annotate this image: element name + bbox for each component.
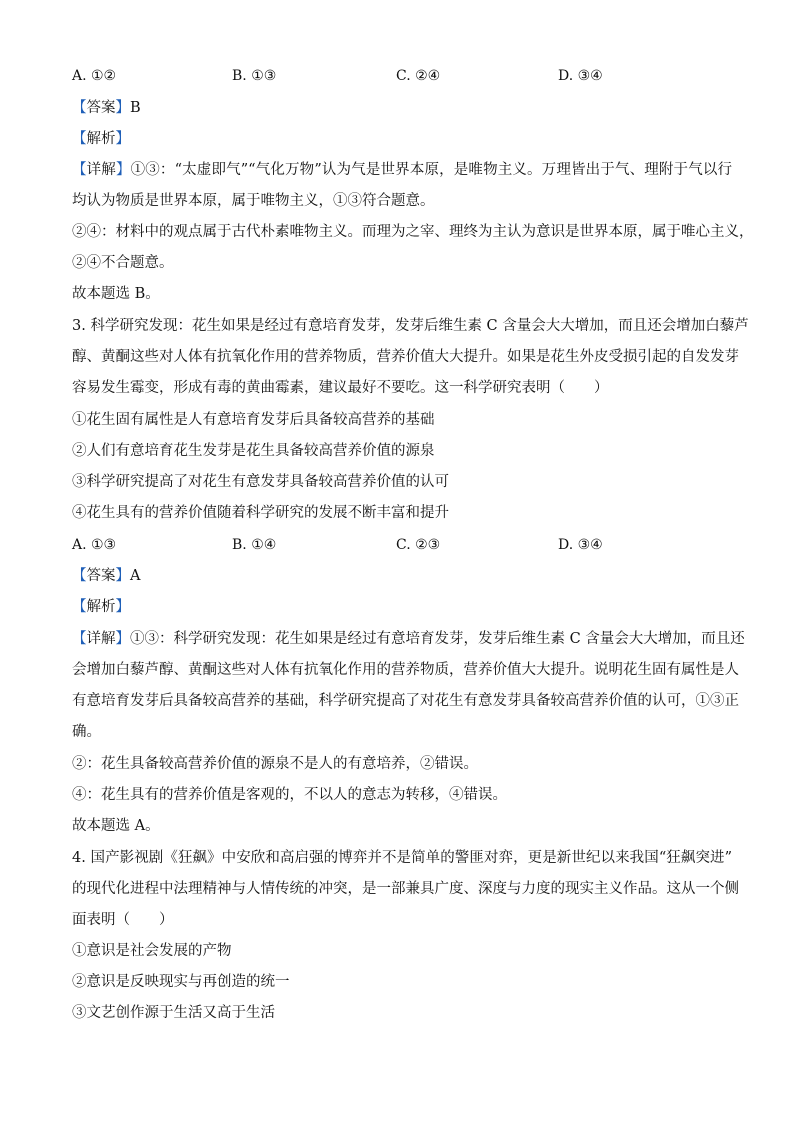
q4-statement: ③文艺创作源于生活又高于生活 [72,1005,275,1021]
q3-detail-line: ②：花生具备较高营养价值的源泉不是人的有意培养，②错误。 [72,756,478,772]
q4-stem-line: 面表明（ ） [72,912,174,928]
q3-detail-line: 会增加白藜芦醇、黄酮这些对人体有抗氧化作用的营养物质，营养价值大大提升。说明花生固有属性是人 [72,662,739,678]
q4-statement: ②意识是反映现实与再创造的统一 [72,974,290,990]
q3-answer: 【答案】A [72,568,141,584]
q2-analysis-heading: 【解析】 [72,131,130,147]
answer-label: 答案 [86,568,116,584]
answer-value: A [130,568,141,584]
q3-detail-line: 确。 [72,724,101,740]
q2-detail-line: 均认为物质是世界本原，属于唯物主义，①③符合题意。 [72,193,435,209]
detail-label: 详解 [86,631,116,647]
q3-option-d: D. ③④ [558,537,603,553]
q3-option-c: C. ②③ [396,537,441,553]
q3-detail-line: 有意培育发芽后具备较高营养的基础，科学研究提高了对花生有意发芽具备较高营养价值的认可，①③正 [72,693,739,709]
q2-conclusion: 故本题选 B。 [72,286,160,302]
q3-options [72,535,732,555]
q3-detail-line: ④：花生具有的营养价值是客观的，不以人的意志为转移，④错误。 [72,787,507,803]
q3-option-a: A. ①③ [72,537,117,553]
q3-analysis-heading: 【解析】 [72,599,130,615]
q3-stem-line: 3. 科学研究发现：花生如果是经过有意培育发芽，发芽后维生素 C 含量会大大增加，而且还会增加白藜芦 [72,318,749,334]
q3-statement: ④花生具有的营养价值随着科学研究的发展不断丰富和提升 [72,505,449,521]
q3-option-b: B. ①④ [232,537,277,553]
q2-detail-line: ②④不合题意。 [72,255,174,271]
analysis-label: 解析 [86,131,116,147]
q3-statement: ①花生固有属性是人有意培育发芽后具备较高营养的基础 [72,412,435,428]
q2-detail-line: ②④：材料中的观点属于古代朴素唯物主义。而理为之宰、理终为主认为意识是世界本原，属于唯心主义， [72,224,754,240]
q3-stem-line: 容易发生霉变，形成有毒的黄曲霉素，建议最好不要吃。这一科学研究表明（ ） [72,380,609,396]
q2-option-c: C. ②④ [396,68,441,84]
detail-label: 详解 [86,162,116,178]
q2-option-d: D. ③④ [558,68,603,84]
q2-answer: 【答案】B [72,100,141,116]
q3-stem-line: 醇、黄酮这些对人体有抗氧化作用的营养物质，营养价值大大提升。如果是花生外皮受损引起的自发发芽 [72,349,739,365]
q3-conclusion: 故本题选 A。 [72,818,160,834]
analysis-label: 解析 [86,599,116,615]
q4-stem-line: 4. 国产影视剧《狂飙》中安欣和高启强的博弈并不是简单的警匪对弈，更是新世纪以来我国“狂飙突进” [72,850,732,866]
answer-value: B [130,100,141,116]
q3-statement: ②人们有意培育花生发芽是花生具备较高营养价值的源泉 [72,443,435,459]
answer-label: 答案 [86,100,116,116]
q2-option-a: A. ①② [72,68,117,84]
q4-statement: ①意识是社会发展的产物 [72,943,232,959]
q2-options [72,66,732,86]
q3-statement: ③科学研究提高了对花生有意发芽具备较高营养价值的认可 [72,474,449,490]
q4-stem-line: 的现代化进程中法理精神与人情传统的冲突，是一部兼具广度、深度与力度的现实主义作品。这从一个侧 [72,881,739,897]
q2-detail-line: 【详解】①③：“太虚即气”“气化万物”认为气是世界本原，是唯物主义。万理皆出于气、理附于气以行 [72,162,733,178]
q3-detail-line: 【详解】①③：科学研究发现：花生如果是经过有意培育发芽，发芽后维生素 C 含量会大大增加，而且还 [72,631,745,647]
q2-option-b: B. ①③ [232,68,277,84]
